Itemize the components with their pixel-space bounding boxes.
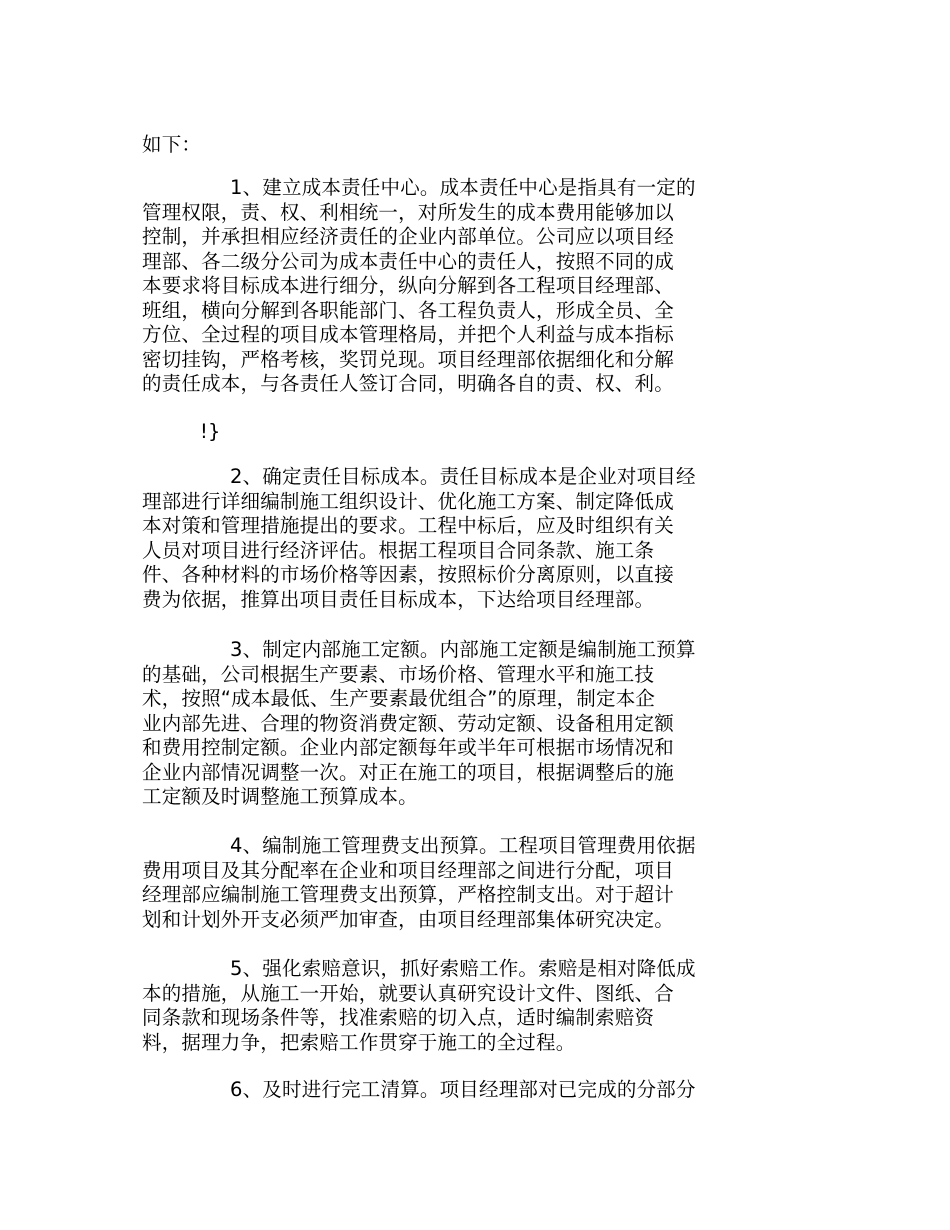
text-line: 术，按照“成本最低、生产要素最优组合”的原理，制定本企: [142, 687, 656, 710]
text-line: 管理权限，责、权、利相统一，对所发生的成本费用能够加以: [142, 200, 674, 224]
text-line: 1、建立成本责任中心。成本责任中心是指具有一定的: [230, 176, 696, 199]
text-line: 3、制定内部施工定额。内部施工定额是编制施工预算: [230, 638, 696, 661]
paragraph-1: [142, 176, 752, 397]
text-line: 业内部先进、合理的物资消费定额、劳动定额、设备租用定额: [142, 711, 674, 735]
text-line: 6、及时进行完工清算。项目经理部对已完成的分部分: [230, 1078, 696, 1101]
text-line: 件、各种材料的市场价格等因素，按照标价分离原则，以直接: [142, 563, 674, 586]
paragraph-4: [142, 834, 752, 932]
text-line: 的责任成本，与各责任人签订合同，明确各自的责、权、利。: [142, 372, 674, 395]
text-line: 班组，横向分解到各职能部门、各工程负责人，形成全员、全: [142, 298, 674, 322]
text-line: 本对策和管理措施提出的要求。工程中标后，应及时组织有关: [142, 514, 674, 537]
text-line: 2、确定责任目标成本。责任目标成本是企业对项目经: [230, 465, 696, 488]
intro-text: [142, 133, 752, 158]
text-line: 料，据理力争，把索赔工作贯穿于施工的全过程。: [142, 1030, 576, 1054]
text-line: 企业内部情况调整一次。对正在施工的项目，根据调整后的施: [142, 760, 674, 784]
paragraph-6: [142, 1078, 752, 1103]
text-line: 理部进行详细编制施工组织设计、优化施工方案、制定降低成: [142, 489, 674, 513]
text-line: 方位、全过程的项目成本管理格局，并把个人利益与成本指标: [142, 323, 674, 346]
text-line: 和费用控制定额。企业内部定额每年或半年可根据市场情况和: [142, 736, 674, 759]
stray-mark: [200, 420, 810, 445]
text-line: 理部、各二级分公司为成本责任中心的责任人，按照不同的成: [142, 249, 674, 273]
text-line: 经理部应编制施工管理费支出预算，严格控制支出。对于超计: [142, 883, 674, 906]
text-line: 的基础，公司根据生产要素、市场价格、管理水平和施工技: [142, 662, 655, 686]
text-line: 同条款和现场条件等，找准索赔的切入点，适时编制索赔资: [142, 1006, 655, 1029]
text-line: 工定额及时调整施工预算成本。: [142, 785, 418, 808]
text-line: !}: [200, 420, 221, 443]
paragraph-2: [142, 465, 752, 612]
text-line: 4、编制施工管理费支出预算。工程项目管理费用依据: [230, 834, 696, 857]
text-line: 本要求将目标成本进行细分，纵向分解到各工程项目经理部、: [142, 274, 674, 297]
text-line: 人员对项目进行经济评估。根据工程项目合同条款、施工条: [142, 538, 655, 562]
paragraph-3: [142, 638, 752, 810]
text-line: 费用项目及其分配率在企业和项目经理部之间进行分配，项目: [142, 858, 674, 882]
text-line: 如下：: [142, 133, 202, 156]
paragraph-5: [142, 957, 752, 1055]
text-line: 本的措施，从施工一开始，就要认真研究设计文件、图纸、合: [142, 981, 674, 1005]
text-line: 5、强化索赔意识，抓好索赔工作。索赔是相对降低成: [230, 957, 696, 980]
text-line: 控制，并承担相应经济责任的企业内部单位。公司应以项目经: [142, 225, 674, 248]
text-line: 密切挂钩，严格考核，奖罚兑现。项目经理部依据细化和分解: [142, 347, 674, 371]
text-line: 费为依据，推算出项目责任目标成本，下达给项目经理部。: [142, 587, 655, 611]
text-line: 划和计划外开支必须严加审查，由项目经理部集体研究决定。: [142, 907, 674, 931]
